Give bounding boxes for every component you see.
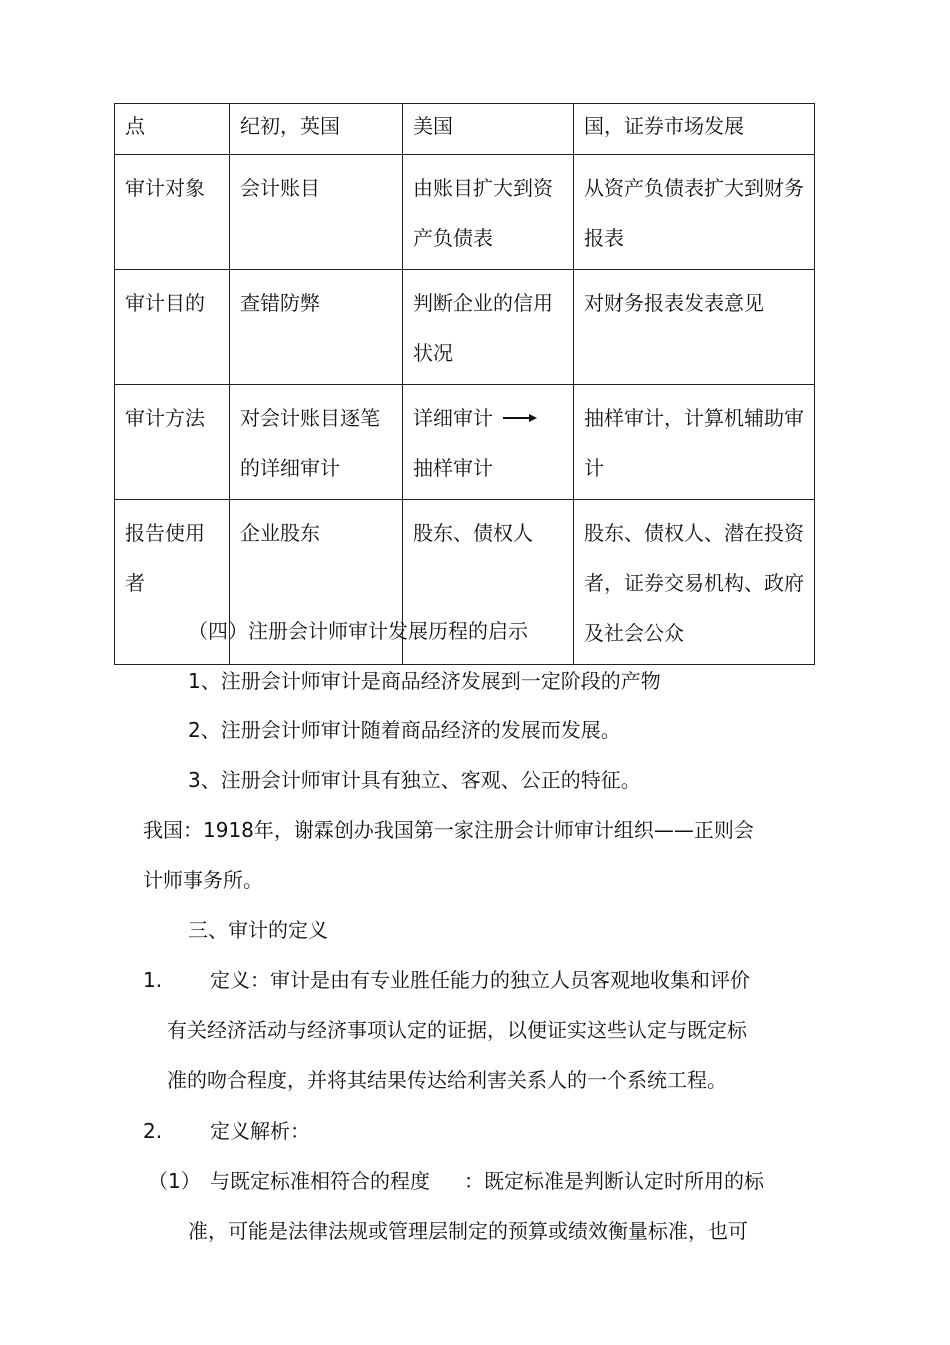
table-cell: 审计方法 xyxy=(115,385,230,500)
table-cell: 国，证券市场发展 xyxy=(574,104,815,155)
table-cell: 股东、债权人 xyxy=(403,500,574,665)
method-us-line2: 抽样审计 xyxy=(413,456,493,480)
table-cell xyxy=(403,385,574,500)
definition-number: 1. xyxy=(143,968,163,992)
table-cell: 审计对象 xyxy=(115,155,230,270)
analysis-item1-number: （1） xyxy=(148,1169,201,1193)
table-cell: 抽样审计，计算机辅助审计 xyxy=(574,385,815,500)
method-us-line1: 详细审计 xyxy=(413,406,493,430)
table-row xyxy=(115,270,815,385)
audit-development-table xyxy=(114,103,815,665)
table-cell: 股东、债权人、潜在投资者，证券交易机构、政府及社会公众 xyxy=(574,500,815,665)
table-row xyxy=(115,155,815,270)
definition-line3: 准的吻合程度，并将其结果传达给利害关系人的一个系统工程。 xyxy=(167,1068,727,1092)
table-cell: 对财务报表发表意见 xyxy=(574,270,815,385)
analysis-item1-line2: 准，可能是法律法规或管理层制定的预算或绩效衡量标准，也可 xyxy=(188,1219,748,1243)
section4-heading: （四）注册会计师审计发展历程的启示 xyxy=(188,619,528,643)
table-cell: 从资产负债表扩大到财务报表 xyxy=(574,155,815,270)
analysis-item1-text: ：既定标准是判断认定时所用的标 xyxy=(464,1169,764,1193)
table-cell: 查错防弊 xyxy=(230,270,403,385)
table-cell: 美国 xyxy=(403,104,574,155)
definition-line2: 有关经济活动与经济事项认定的证据，以便证实这些认定与既定标 xyxy=(167,1018,747,1042)
definition-line1: 定义：审计是由有专业胜任能力的独立人员客观地收集和评价 xyxy=(210,968,750,992)
table-cell: 对会计账目逐笔的详细审计 xyxy=(230,385,403,500)
table-cell: 点 xyxy=(115,104,230,155)
table-cell: 会计账目 xyxy=(230,155,403,270)
table-cell: 审计目的 xyxy=(115,270,230,385)
section3-heading: 三、审计的定义 xyxy=(188,918,328,942)
analysis-number: 2. xyxy=(143,1119,163,1143)
section4-item-2: 2、注册会计师审计随着商品经济的发展而发展。 xyxy=(188,718,621,742)
section4-item-1: 1、注册会计师审计是商品经济发展到一定阶段的产物 xyxy=(188,669,661,693)
china-note-line2: 计师事务所。 xyxy=(143,868,263,892)
table-row xyxy=(115,104,815,155)
table-cell: 判断企业的信用状况 xyxy=(403,270,574,385)
china-note-line1: 我国：1918年，谢霖创办我国第一家注册会计师审计组织——正则会 xyxy=(143,818,754,842)
table-cell: 企业股东 xyxy=(230,500,403,665)
table-cell: 报告使用者 xyxy=(115,500,230,665)
table-cell: 由账目扩大到资产负债表 xyxy=(403,155,574,270)
analysis-label: 定义解析： xyxy=(210,1119,310,1143)
table-cell: 纪初，英国 xyxy=(230,104,403,155)
analysis-item1-title: 与既定标准相符合的程度 xyxy=(210,1169,430,1193)
right-arrow-icon xyxy=(503,413,537,423)
section4-item-3: 3、注册会计师审计具有独立、客观、公正的特征。 xyxy=(188,768,641,792)
table-row xyxy=(115,385,815,500)
